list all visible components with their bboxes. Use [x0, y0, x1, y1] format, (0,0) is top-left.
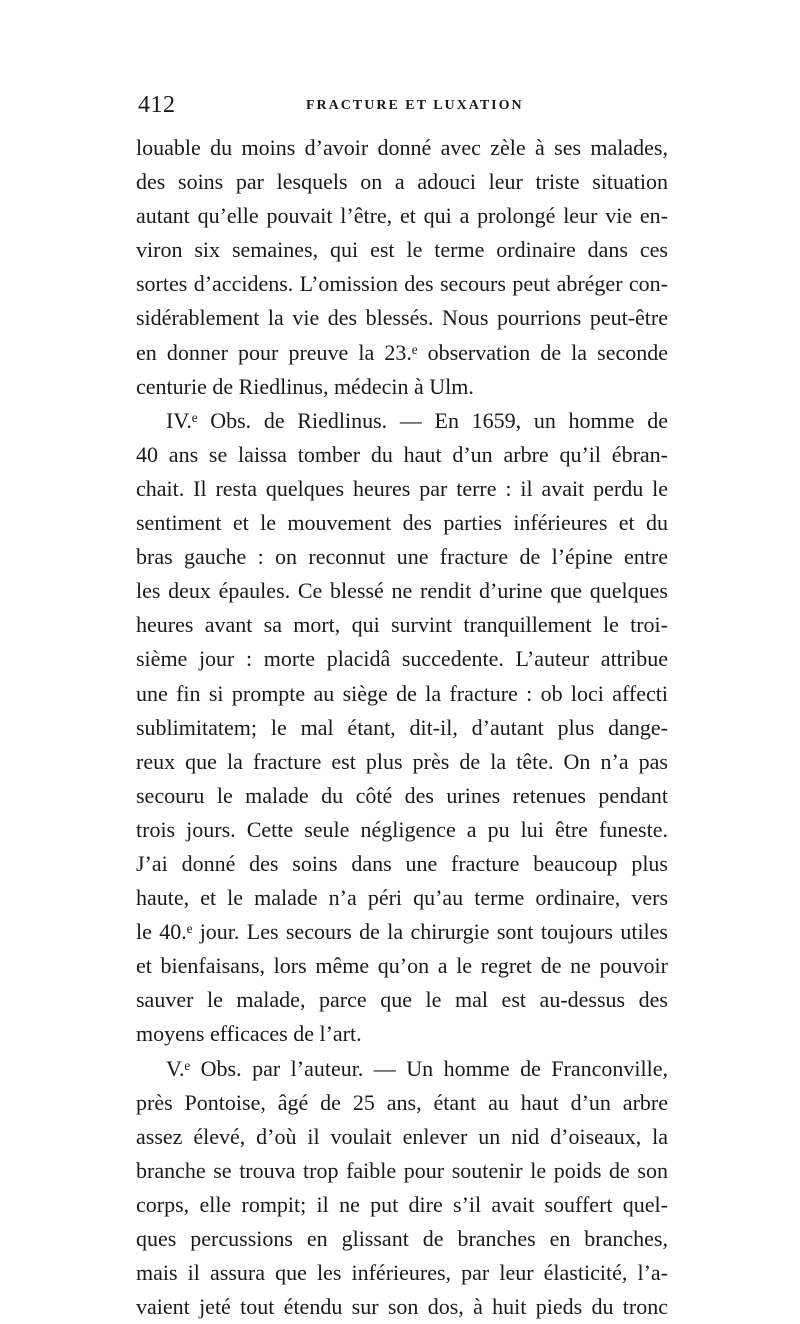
text-line: chait. Il resta quelques heures par terre : il avait perdu le	[136, 475, 668, 501]
text-line: une fin si prompte au siège de la fracture : ob loci affecti	[136, 680, 668, 706]
text-line: assez élevé, d’où il voulait enlever un nid d’oiseaux, la	[136, 1123, 668, 1149]
text-line: corps, elle rompit; il ne put dire s’il avait souffert quel-	[136, 1191, 668, 1217]
text-line: vaient jeté tout étendu sur son dos, à huit pieds du tronc	[136, 1294, 668, 1320]
text-line: J’ai donné des soins dans une fracture beaucoup plus	[136, 850, 668, 876]
text-line: sentiment et le mouvement des parties inférieures et du	[136, 510, 668, 536]
text-line: trois jours. Cette seule négligence a pu lui être funeste.	[136, 816, 668, 842]
text-line: reux que la fracture est plus près de la tête. On n’a pas	[136, 748, 668, 774]
running-head: FRACTURE ET LUXATION	[306, 98, 524, 113]
text-line: centurie de Riedlinus, médecin à Ulm.	[136, 373, 474, 399]
text-line: autant qu’elle pouvait l’être, et qui a prolongé leur vie en-	[136, 203, 668, 229]
text-line: heures avant sa mort, qui survint tranquillement le troi-	[136, 612, 668, 638]
text-line: bras gauche : on reconnut une fracture de l’épine entre	[136, 544, 668, 570]
text-line: IV.ᵉ Obs. de Riedlinus. — En 1659, un homme de	[166, 407, 668, 433]
text-line: ques percussions en glissant de branches en branches,	[136, 1226, 668, 1251]
text-line: V.ᵉ Obs. par l’auteur. — Un homme de Franconville,	[166, 1055, 668, 1081]
text-line: sidérablement la vie des blessés. Nous pourrions peut-être	[136, 305, 668, 331]
page-header	[138, 92, 668, 122]
text-line: branche se trouva trop faible pour soutenir le poids de son	[136, 1157, 668, 1183]
body-text	[136, 131, 668, 1324]
text-line: et bienfaisans, lors même qu’on a le regret de ne pouvoir	[136, 953, 668, 979]
text-line: louable du moins d’avoir donné avec zèle à ses malades,	[136, 135, 668, 160]
text-line: des soins par lesquels on a adouci leur triste situation	[136, 169, 668, 195]
text-line: le 40.ᵉ jour. Les secours de la chirurgie sont toujours utiles	[136, 919, 668, 945]
text-line: sortes d’accidens. L’omission des secours peut abréger con-	[136, 271, 668, 297]
text-line: les deux épaules. Ce blessé ne rendit d’urine que quelques	[136, 578, 668, 604]
text-line: viron six semaines, qui est le terme ordinaire dans ces	[136, 237, 668, 263]
text-line: sième jour : morte placidâ succedente. L’auteur attribue	[136, 646, 668, 672]
text-line: mais il assura que les inférieures, par leur élasticité, l’a-	[136, 1260, 668, 1286]
text-line: en donner pour preuve la 23.ᵉ observation de la seconde	[136, 339, 668, 365]
text-line: 40 ans se laissa tomber du haut d’un arbre qu’il ébran-	[136, 441, 668, 467]
text-line: sauver le malade, parce que le mal est au-dessus des	[136, 987, 668, 1013]
text-line: près Pontoise, âgé de 25 ans, étant au haut d’un arbre	[136, 1089, 668, 1115]
text-line: secouru le malade du côté des urines retenues pendant	[136, 782, 668, 808]
page-number: 412	[138, 92, 176, 118]
text-line: moyens efficaces de l’art.	[136, 1021, 362, 1047]
text-line: haute, et le malade n’a péri qu’au terme ordinaire, vers	[136, 885, 668, 911]
text-line: sublimitatem; le mal étant, dit-il, d’autant plus dange-	[136, 714, 668, 740]
